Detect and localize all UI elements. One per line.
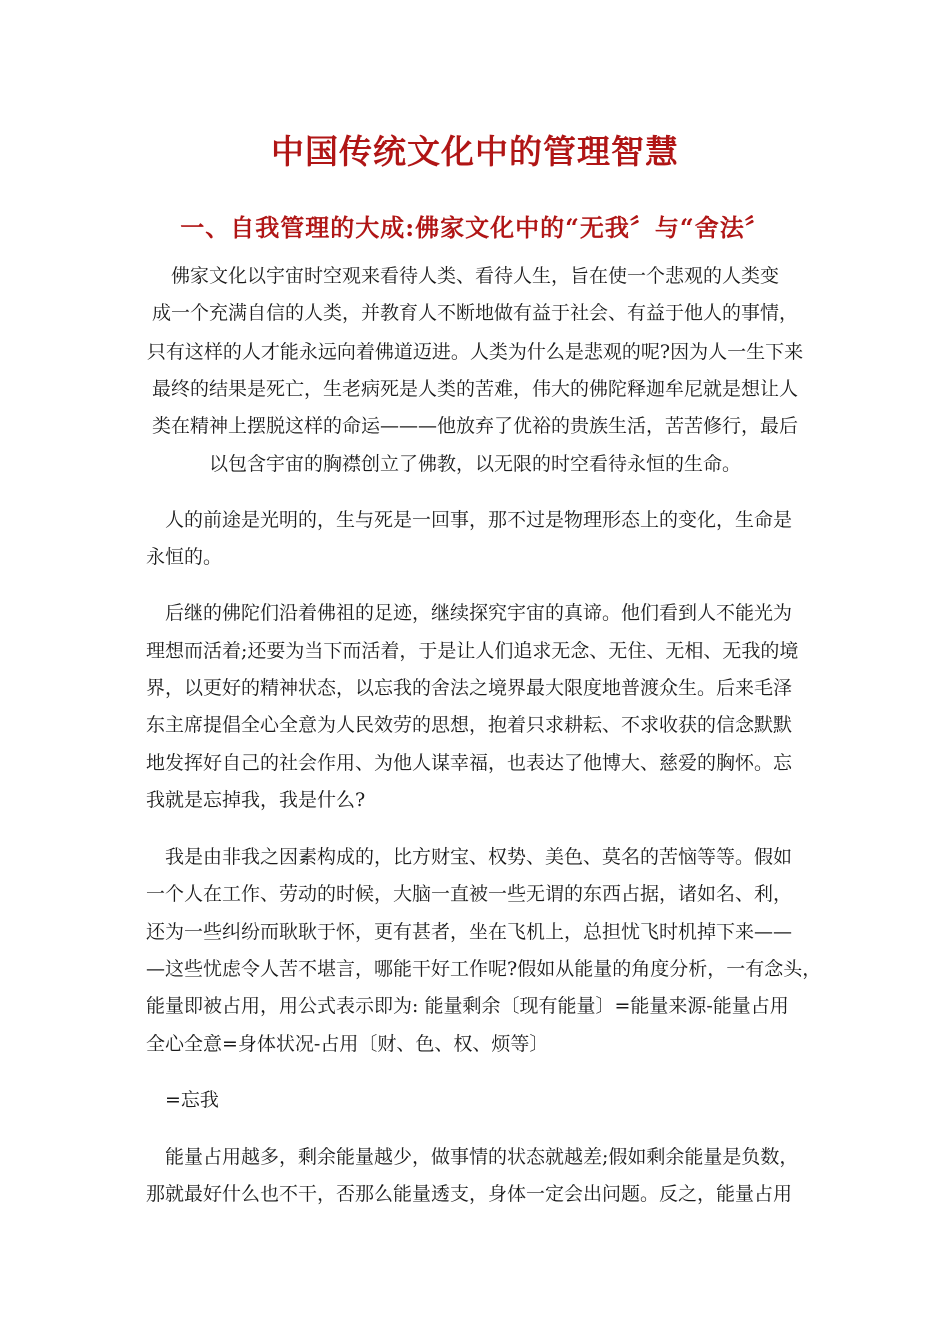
paragraph-line: 界，以更好的精神状态，以忘我的舍法之境界最大限度地普渡众生。后来毛泽 [146,677,793,699]
intro-line: 成一个充满自信的人类，并教育人不断地做有益于社会、有益于他人的事情， [151,302,798,324]
paragraph-line: 我就是忘掉我，我是什么? [146,789,366,811]
paragraph-line: 全心全意=身体状况-占用〔财、色、权、烦等〕 [146,1033,549,1055]
section-heading: 一、自我管理的大成:佛家文化中的“无我〞与“舍法〞 [180,213,770,242]
paragraph-line: 我是由非我之因素构成的，比方财宝、权势、美色、莫名的苦恼等等。假如 [165,846,793,868]
paragraph-line: 地发挥好自己的社会作用、为他人谋幸福，也表达了他博大、慈爱的胸怀。忘 [146,752,793,774]
intro-line: 类在精神上摆脱这样的命运———他放弃了优裕的贵族生活，苦苦修行，最后 [151,415,798,437]
paragraph-line: 能量占用越多，剩余能量越少，做事情的状态就越差;假如剩余能量是负数， [165,1146,799,1168]
intro-line: 只有这样的人才能永远向着佛道迈进。人类为什么是悲观的呢?因为人一生下来 [146,341,804,363]
paragraph-line: —这些忧虑令人苦不堪言，哪能干好工作呢?假如从能量的角度分析，一有念头， [146,958,822,980]
paragraph-line: 东主席提倡全心全意为人民效劳的思想，抱着只求耕耘、不求收获的信念默默 [146,714,793,736]
paragraph-line: 那就最好什么也不干，否那么能量透支，身体一定会出问题。反之，能量占用 [146,1183,793,1205]
paragraph-line: 还为一些纠纷而耿耿于怀，更有甚者，坐在飞机上，总担忧飞时机掉下来—— [146,921,793,943]
paragraph-line: 理想而活着;还要为当下而活着，于是让人们追求无念、无住、无相、无我的境 [146,640,799,662]
paragraph-line: 永恒的。 [146,546,223,568]
paragraph-line: 一个人在工作、劳动的时候，大脑一直被一些无谓的东西占据，诸如名、利， [146,883,793,905]
formula-line: =忘我 [165,1089,219,1111]
paragraph-line: 后继的佛陀们沿着佛祖的足迹，继续探究宇宙的真谛。他们看到人不能光为 [165,602,793,624]
intro-line: 以包含宇宙的胸襟创立了佛教，以无限的时空看待永恒的生命。 [208,453,741,475]
intro-line: 佛家文化以宇宙时空观来看待人类、看待人生，旨在使一个悲观的人类变 [170,265,779,287]
document-title: 中国传统文化中的管理智慧 [271,132,679,171]
paragraph-line: 能量即被占用，用公式表示即为: 能量剩余〔现有能量〕=能量来源-能量占用 [146,995,789,1017]
paragraph-line: 人的前途是光明的，生与死是一回事，那不过是物理形态上的变化，生命是 [165,509,793,531]
intro-line: 最终的结果是死亡，生老病死是人类的苦难，伟大的佛陀释迦牟尼就是想让人 [151,378,798,400]
